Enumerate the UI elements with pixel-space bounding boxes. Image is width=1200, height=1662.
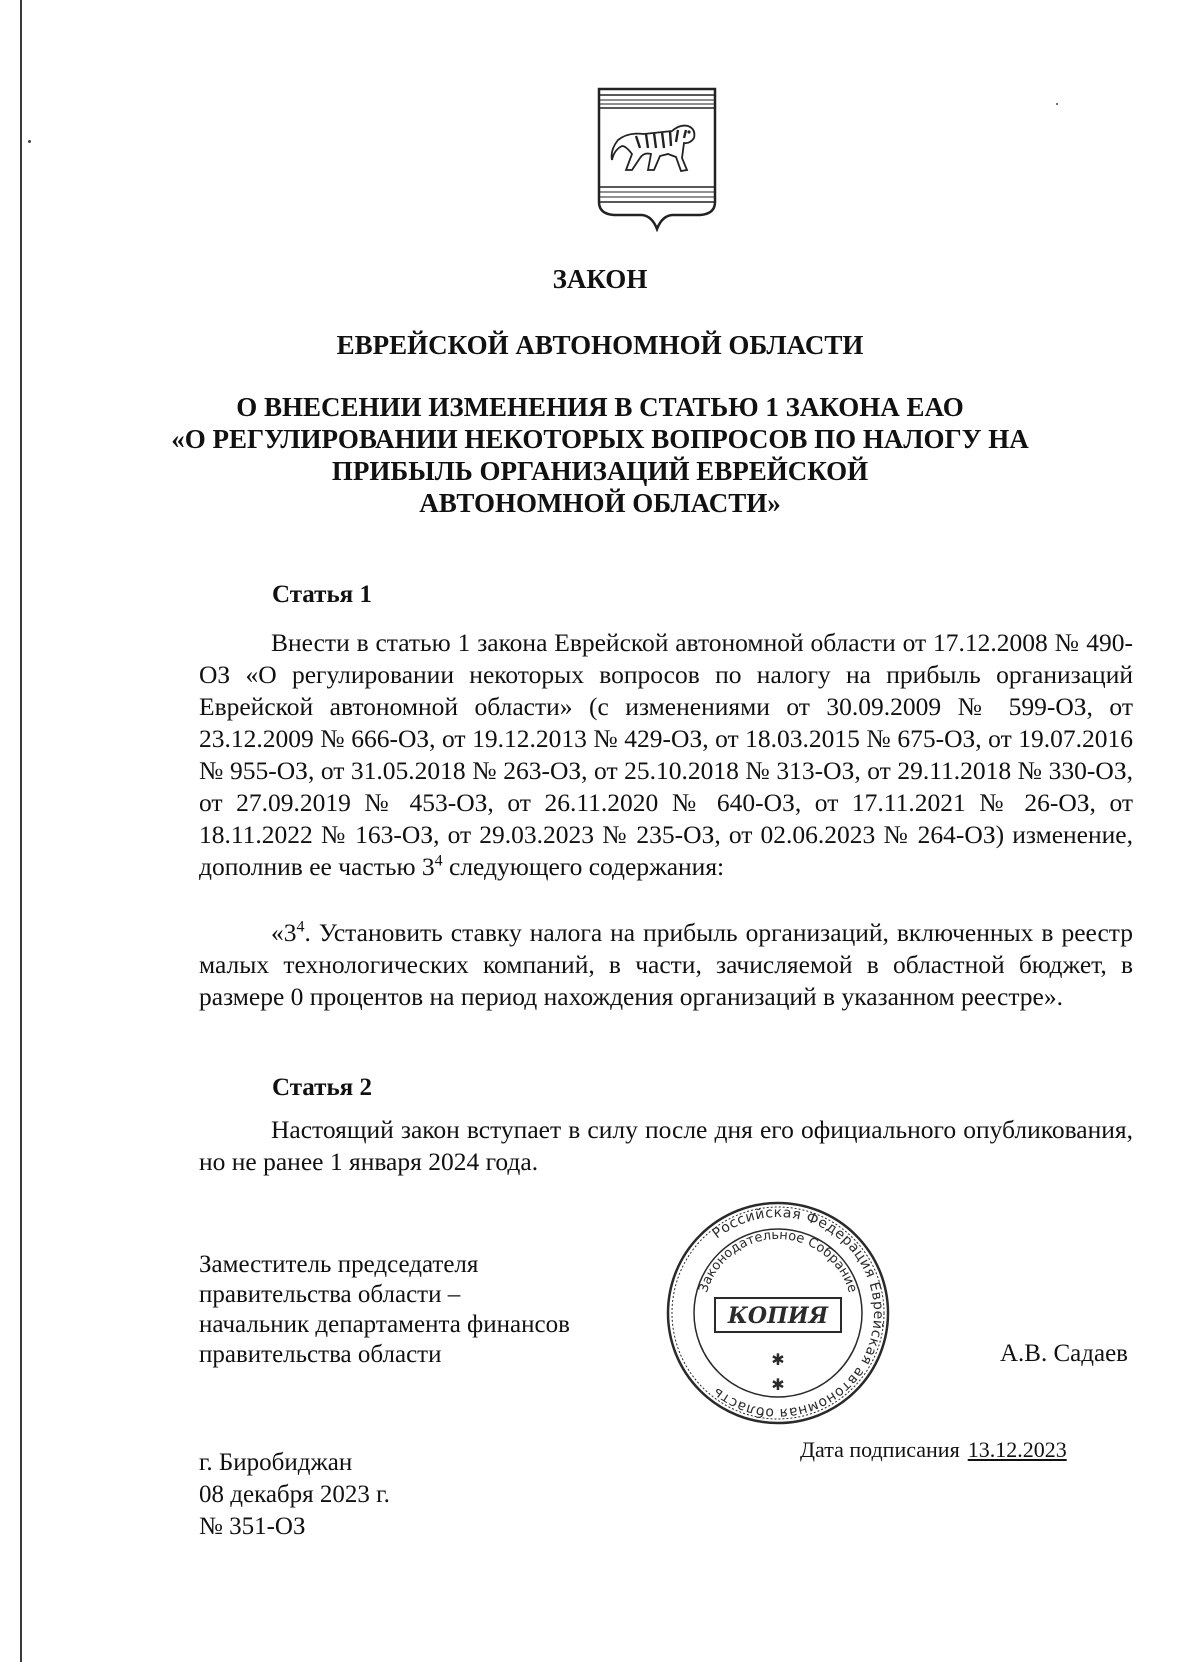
- law-subject-line: «О РЕГУЛИРОВАНИИ НЕКОТОРЫХ ВОПРОСОВ ПО НАЛОГУ НА: [171, 424, 1029, 454]
- scan-edge-line: [20, 0, 22, 1662]
- seal-star-icon: ✱: [771, 1352, 785, 1369]
- signing-date-label: Дата подписания: [800, 1437, 960, 1462]
- coat-of-arms-emblem: [596, 86, 718, 232]
- article-1-heading: Статья 1: [272, 581, 372, 608]
- city: г. Биробиджан: [199, 1449, 353, 1476]
- signer-position-line: начальник департамента финансов: [199, 1311, 570, 1338]
- signing-date: [800, 1437, 1067, 1463]
- region-title: ЕВРЕЙСКОЙ АВТОНОМНОЙ ОБЛАСТИ: [336, 330, 864, 360]
- law-subject-title: [0, 391, 1200, 519]
- seal-outer-text: Российская Федерация Еврейская автономная область: [709, 1204, 887, 1422]
- quote-open: «3: [271, 918, 297, 947]
- place-date-number-block: [199, 1447, 390, 1543]
- scan-speck: [28, 140, 31, 143]
- document-type-title: ЗАКОН: [552, 264, 648, 294]
- law-subject-line: АВТОНОМНОЙ ОБЛАСТИ»: [419, 488, 781, 518]
- signer-position-line: правительства области: [199, 1341, 442, 1368]
- article-1-paragraph: [199, 627, 1133, 883]
- quote-superscript: 4: [296, 918, 305, 936]
- article-1-text-end: следующего содержания:: [442, 852, 725, 881]
- signer-name: А.В. Садаев: [1000, 1340, 1128, 1367]
- article-1-quoted-amendment: [199, 917, 1133, 1013]
- signing-date-value: 13.12.2023: [967, 1437, 1067, 1462]
- scan-speck: [1056, 103, 1058, 105]
- article-2-paragraph: Настоящий закон вступает в силу после дня его официального опубликования, но не ранее 1 января 2024 года.: [199, 1115, 1133, 1176]
- seal-inner-text: Законодательное Собрание: [696, 1227, 860, 1295]
- signer-position-line: правительства области –: [199, 1281, 461, 1308]
- law-number: № 351-ОЗ: [199, 1513, 306, 1540]
- adoption-date: 08 декабря 2023 г.: [199, 1481, 390, 1508]
- part-superscript: 4: [434, 852, 443, 870]
- seal-star-icon: ✱: [771, 1377, 785, 1394]
- signer-position-block: [199, 1250, 570, 1370]
- seal-center-text: КОПИЯ: [727, 1303, 829, 1329]
- law-subject-line: ПРИБЫЛЬ ОРГАНИЗАЦИЙ ЕВРЕЙСКОЙ: [331, 456, 869, 486]
- signer-position-line: Заместитель председателя: [199, 1251, 479, 1278]
- article-1-text: Внести в статью 1 закона Еврейской автономной области от 17.12.2008 № 490-ОЗ «О регулировании некоторых вопросов по налогу на прибыль организаций Еврейской автономной области» (с изменениями от 30.09.2009 № 599-ОЗ, от 23.12.2009 № 666-ОЗ, от 19.12.2013 № 429-ОЗ, от 18.03.2015 № 675-ОЗ, от 19.07.2016 № 955-ОЗ, от 31.05.2018 № 263-ОЗ, от 25.10.2018 № 313-ОЗ, от 29.11.2018 № 330-ОЗ, от 27.09.2019 № 453-ОЗ, от 26.11.2020 № 640-ОЗ, от 17.11.2021 № 26-ОЗ, от 18.11.2022 № 163-ОЗ, от 29.03.2023 № 235-ОЗ, от 02.06.2023 № 264-ОЗ) изменение, дополнив ее частью 3: [199, 628, 1133, 881]
- article-2-heading: Статья 2: [272, 1074, 372, 1101]
- official-seal-stamp: [665, 1200, 891, 1426]
- quote-text: . Установить ставку налога на прибыль организаций, включенных в реестр малых технологических компаний, в части, зачисляемой в областной бюджет, в размере 0 процентов на период нахождения организаций в указанном реестре».: [199, 918, 1133, 1011]
- law-subject-line: О ВНЕСЕНИИ ИЗМЕНЕНИЯ В СТАТЬЮ 1 ЗАКОНА ЕАО: [236, 392, 964, 422]
